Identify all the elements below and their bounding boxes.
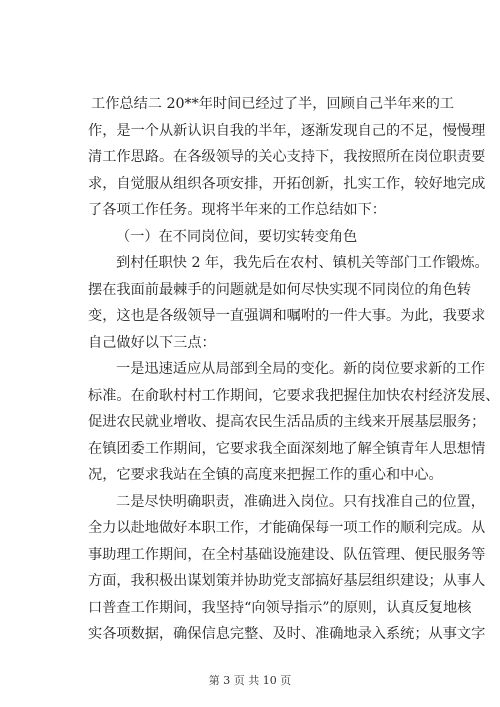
paragraph-line: 事助理工作期间，在全村基础设施建设、队伍管理、便民服务等: [88, 546, 486, 563]
paragraph-line: 求，自觉服从组织各项安排，开拓创新，扎实工作，较好地完成: [88, 175, 486, 192]
paragraph-line: 一是迅速适应从局部到全局的变化。新的岗位要求新的工作: [116, 361, 485, 377]
paragraph-line: 二是尽快明确职责，准确进入岗位。只有找准自己的位置，: [116, 493, 485, 510]
paragraph-line: 在镇团委工作期间，它要求我全面深刻地了解全镇青年人思想情: [88, 440, 486, 457]
paragraph-line: 摆在我面前最棘手的问题就是如何尽快实现不同岗位的角色转: [88, 281, 472, 298]
paragraph-line: 清工作思路。在各级领导的关心支持下，我按照所在岗位职责要: [88, 149, 486, 165]
paragraph-line: 促进农民就业增收、提高农民生活品质的主线来开展基层服务；: [88, 414, 486, 430]
page-number: 第 3 页 共 10 页: [208, 674, 292, 687]
paragraph-line: 全力以赴地做好本职工作，才能确保每一项工作的顺利完成。从: [88, 520, 486, 536]
section-heading: （一）在不同岗位间，要切实转变角色: [116, 228, 358, 245]
page-footer: [0, 672, 500, 688]
paragraph-line: 变，这也是各级领导一直强调和嘱咐的一件大事。为此，我要求: [88, 308, 486, 324]
paragraph-line: 自己做好以下三点：: [88, 334, 216, 351]
paragraph-line: 标准。在俞耿村村工作期间，它要求我把握住加快农村经济发展、: [88, 387, 500, 404]
paragraph-line: 工作总结二 20**年时间已经过了半，回顾自己半年来的工: [91, 96, 455, 112]
paragraph-line: 况，它要求我站在全镇的高度来把握工作的重心和中心。: [88, 467, 443, 483]
paragraph-line: 了各项工作任务。现将半年来的工作总结如下：: [88, 202, 386, 218]
paragraph-line: 方面，我积极出谋划策并协助党支部搞好基层组织建设；从事人: [88, 573, 486, 589]
paragraph-line: 到村任职快 2 年，我先后在农村、镇机关等部门工作锻炼。: [116, 255, 489, 271]
paragraph-line: 口普查工作期间，我坚持“向领导指示”的原则，认真反复地核: [88, 599, 472, 616]
paragraph-line: 实各项数据，确保信息完整、及时、准确地录入系统；从事文字: [88, 626, 486, 642]
paragraph-line: 作，是一个从新认识自我的半年，逐渐发现自己的不足，慢慢理: [88, 122, 486, 139]
document-body: [88, 91, 500, 648]
